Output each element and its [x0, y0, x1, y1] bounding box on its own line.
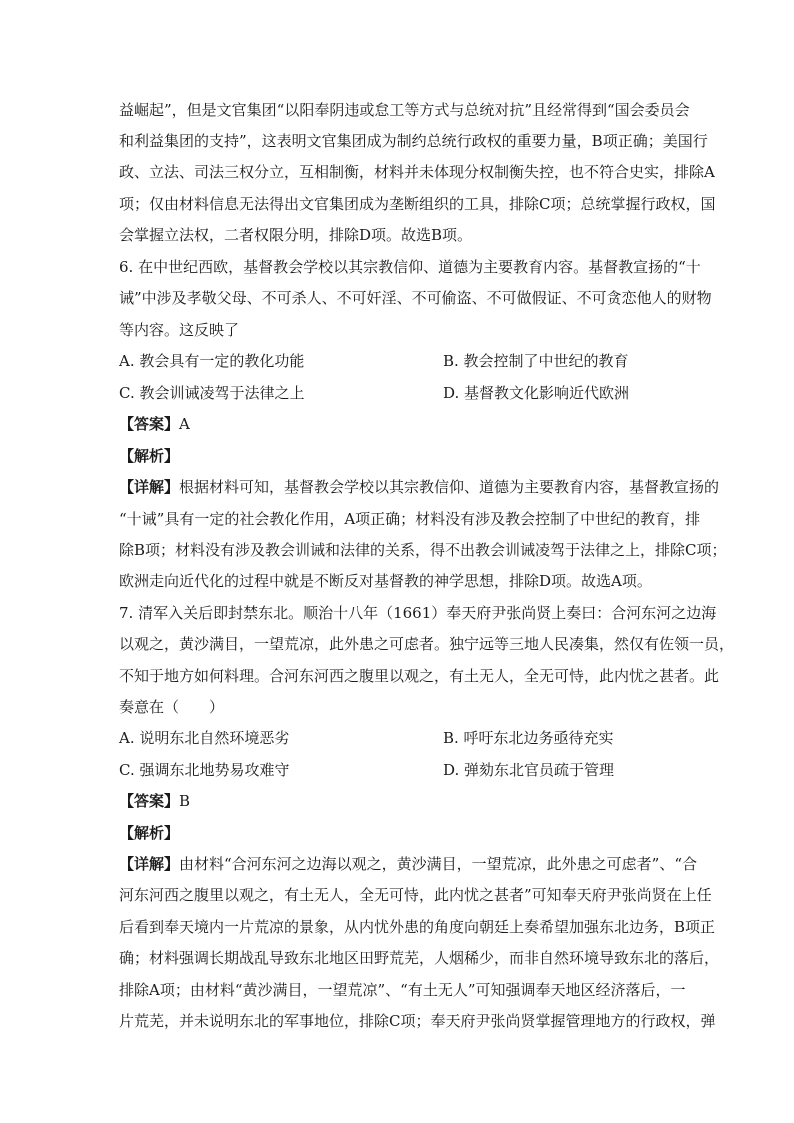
q6-detail-text-1: 根据材料可知，基督教会学校以其宗教信仰、道德为主要教育内容，基督教宣扬的: [179, 478, 720, 496]
q7-answer-row: [119, 791, 190, 811]
q7-analysis-tag: 【解析】: [119, 824, 180, 842]
q6-stem-line-2: 诫”中涉及孝敬父母、不可杀人、不可奸淫、不可偷盗、不可做假证、不可贪恋他人的财物: [119, 289, 712, 307]
q6-answer-row: [119, 414, 190, 434]
q6-answer-value: A: [179, 415, 190, 433]
q6-detail-line-1: [119, 477, 720, 497]
q6-option-a: A. 教会具有一定的教化功能: [119, 352, 305, 370]
q7-option-a: A. 说明东北自然环境恶劣: [119, 729, 290, 747]
q7-stem-line-3: 不知于地方如何料理。合河东河西之腹里以观之，有土无人，全无可恃，此内忧之甚者。此: [119, 667, 720, 685]
q6-detail-tag: 【详解】: [119, 478, 180, 496]
q6-analysis-tag: 【解析】: [119, 447, 180, 465]
q7-answer-value: B: [179, 792, 191, 810]
continuation-line-2: 和利益集团的支持”，这表明文官集团成为制约总统行政权的重要力量，B项正确；美国行: [119, 132, 708, 150]
q6-stem-line-3: 等内容。这反映了: [119, 321, 240, 339]
q6-stem-line-1: 6. 在中世纪西欧，基督教会学校以其宗教信仰、道德为主要教育内容。基督教宣扬的“十: [119, 258, 701, 276]
q7-analysis-row: [119, 823, 179, 843]
q7-option-c: C. 强调东北地势易攻难守: [119, 761, 290, 779]
q6-detail-line-3: 除B项；材料没有涉及教会训诫和法律的关系，得不出教会训诫凌驾于法律之上，排除C项；: [119, 541, 727, 559]
q7-option-d: D. 弹劾东北官员疏于管理: [443, 761, 615, 779]
continuation-line-4: 项；仅由材料信息无法得出文官集团成为垄断组织的工具，排除C项；总统掌握行政权，国: [119, 195, 716, 213]
continuation-line-3: 政、立法、司法三权分立，互相制衡，材料并未体现分权制衡失控，也不符合史实，排除A: [119, 163, 715, 181]
q6-analysis-row: [119, 446, 179, 466]
q6-option-d: D. 基督教文化影响近代欧洲: [443, 384, 630, 402]
q6-option-c: C. 教会训诫凌驾于法律之上: [119, 384, 305, 402]
continuation-line-1: 益崛起”，但是文官集团“以阳奉阴违或怠工等方式与总统对抗”且经常得到“国会委员会: [119, 101, 690, 119]
q7-detail-line-1: [119, 854, 698, 874]
q7-stem-line-2: 以观之，黄沙满目，一望荒凉，此外患之可虑者。独宁远等三地人民凑集，然仅有佐领一员，: [119, 635, 735, 653]
q6-option-b: B. 教会控制了中世纪的教育: [443, 352, 629, 370]
q6-detail-line-2: “十诫”具有一定的社会教化作用，A项正确；材料没有涉及教会控制了中世纪的教育，排: [119, 510, 701, 528]
q7-answer-tag: 【答案】: [119, 792, 180, 810]
continuation-line-5: 会掌握立法权，二者权限分明，排除D项。故选B项。: [119, 226, 473, 244]
q7-stem-line-4: 奏意在（ ）: [119, 698, 225, 716]
q7-detail-line-3: 后看到奉天境内一片荒凉的景象，从内忧外患的角度向朝廷上奏希望加强东北边务，B项正: [119, 918, 716, 936]
q6-answer-tag: 【答案】: [119, 415, 180, 433]
q7-detail-tag: 【详解】: [119, 855, 180, 873]
q7-detail-line-6: 片荒芜，并未说明东北的军事地位，排除C项；奉天府尹张尚贤掌握管理地方的行政权，弹: [119, 1012, 716, 1030]
q7-stem-line-1: 7. 清军入关后即封禁东北。顺治十八年（1661）奉天府尹张尚贤上奏曰：合河东河之边海: [119, 604, 717, 622]
q7-detail-line-5: 排除A项；由材料“黄沙满目，一望荒凉”、“有土无人”可知强调奉天地区经济落后，一: [119, 981, 686, 999]
q7-detail-text-1: 由材料“合河东河之边海以观之，黄沙满目，一望荒凉，此外患之可虑者”、“合: [179, 855, 698, 873]
q7-detail-line-4: 确；材料强调长期战乱导致东北地区田野荒芜，人烟稀少，而非自然环境导致东北的落后，: [119, 949, 720, 967]
q7-detail-line-2: 河东河西之腹里以观之，有土无人，全无可恃，此内忧之甚者”可知奉天府尹张尚贤在上任: [119, 886, 712, 904]
q7-option-b: B. 呼吁东北边务亟待充实: [443, 729, 614, 747]
q6-detail-line-4: 欧洲走向近代化的过程中就是不断反对基督教的神学思想，排除D项。故选A项。: [119, 572, 652, 590]
